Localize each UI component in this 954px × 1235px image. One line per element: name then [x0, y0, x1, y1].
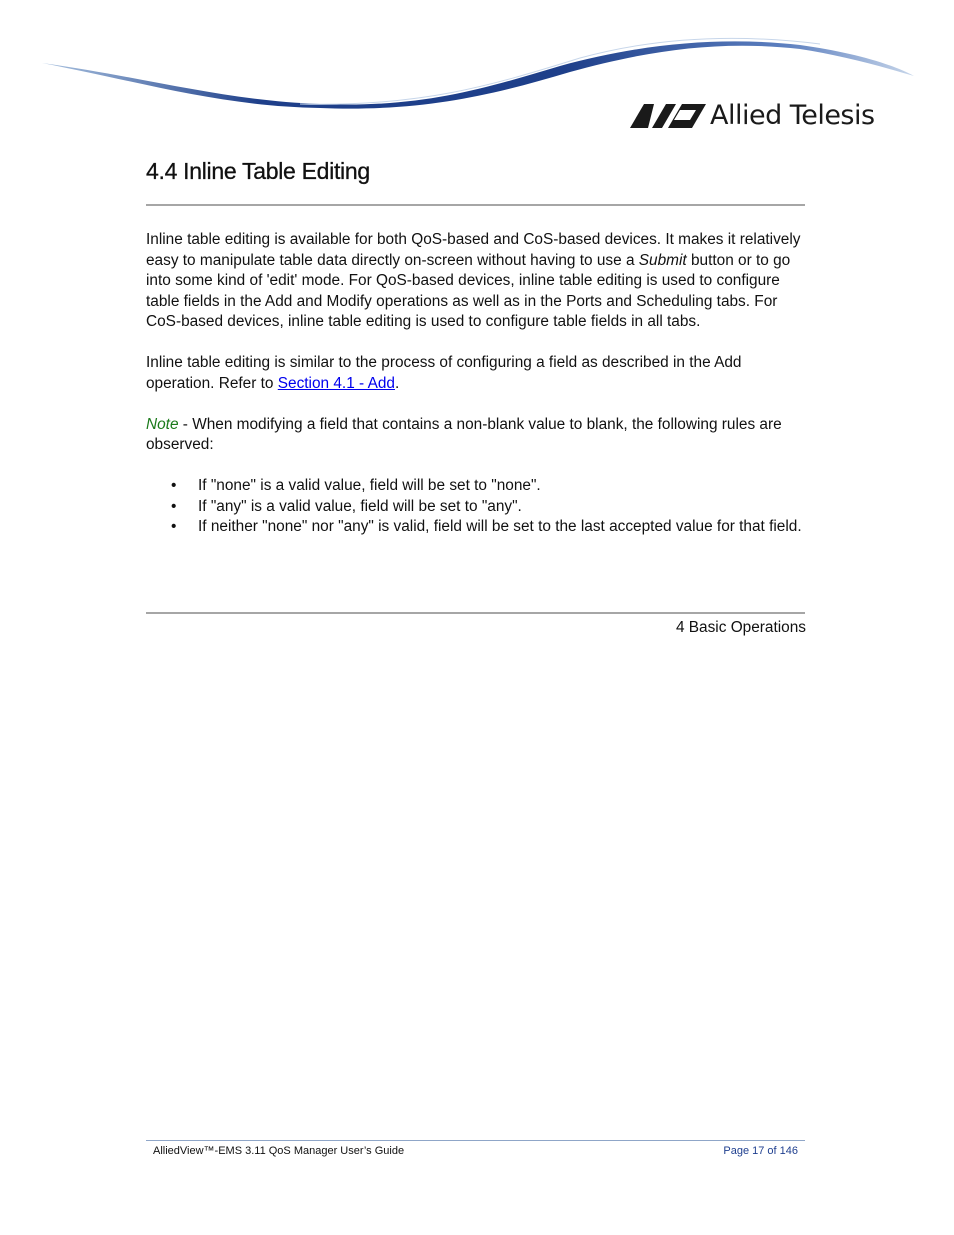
- paragraph-intro: Inline table editing is available for both QoS-based and CoS-based devices. It makes it relatively easy to manipulate table data directly on-screen without having to use a Submit button or to go into some kind of 'edit' mode. For QoS-based devices, inline table editing is used to configure table fields in the Add and Modify operations as well as in the Ports and Scheduling tabs. For CoS-based devices, inline table editing is used to configure table fields in all tabs.: [146, 231, 801, 330]
- title-divider: [146, 204, 805, 206]
- allied-telesis-logo: [630, 100, 875, 134]
- rules-list: [146, 476, 806, 538]
- note-paragraph: Note - When modifying a field that contains a non-blank value to blank, the following rules are observed:: [146, 415, 782, 453]
- list-item: • If "any" is a valid value, field will be set to "any".: [198, 497, 806, 518]
- section-4-1-add-link[interactable]: Section 4.1 - Add: [277, 374, 395, 392]
- section-end-divider: [146, 612, 805, 614]
- section-body: [146, 230, 806, 538]
- paragraph-reference: Inline table editing is similar to the process of configuring a field as described in the Add operation. Refer to Section 4.1 - Add.: [146, 354, 742, 392]
- submit-term: Submit: [638, 251, 687, 269]
- page-number: Page 17 of 146: [723, 1145, 798, 1157]
- chapter-footer: 4 Basic Operations: [675, 619, 806, 636]
- note-label: Note: [146, 415, 179, 433]
- logo-text: Allied Telesis: [710, 100, 875, 131]
- section-title: 4.4 Inline Table Editing: [146, 158, 370, 184]
- list-item: • If neither "none" nor "any" is valid, field will be set to the last accepted value for that field.: [198, 517, 806, 538]
- logo-mark-icon: [630, 104, 706, 128]
- list-item: • If "none" is a valid value, field will be set to "none".: [198, 476, 806, 497]
- page-footer-divider: [146, 1140, 805, 1141]
- guide-title: AlliedView™-EMS 3.11 QoS Manager User’s Guide: [153, 1145, 405, 1157]
